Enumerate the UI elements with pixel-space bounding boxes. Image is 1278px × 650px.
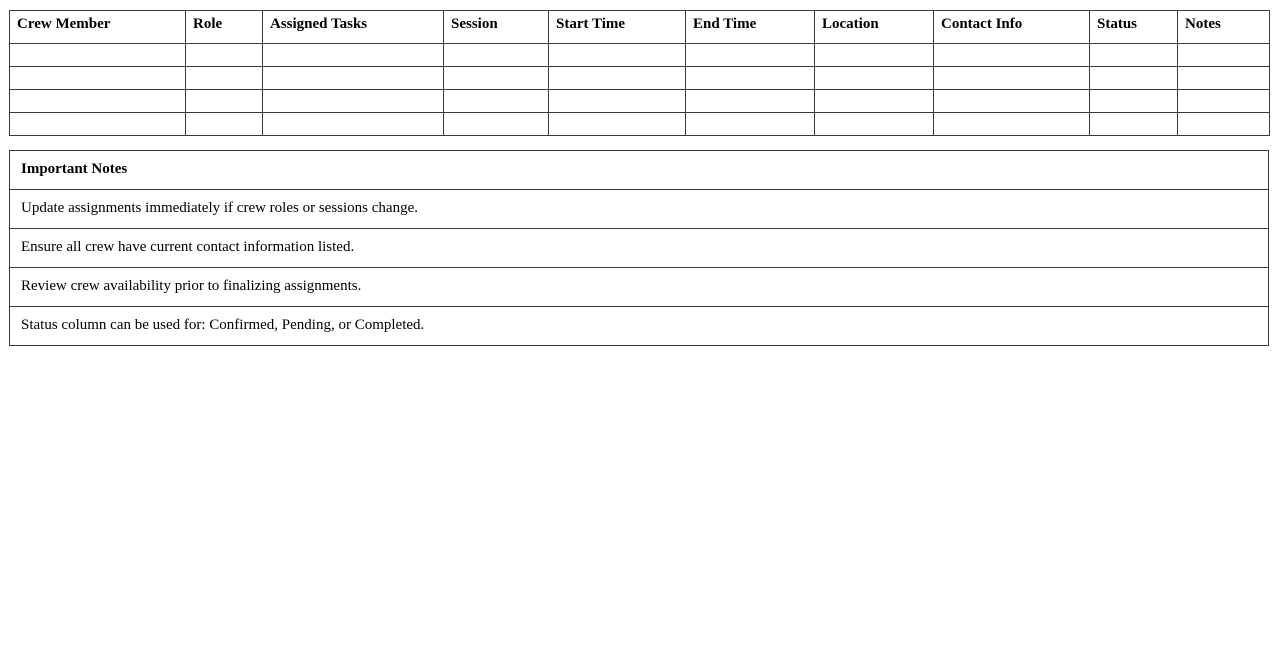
table-row[interactable] — [10, 67, 1270, 90]
cell-end-time[interactable] — [686, 113, 815, 136]
table-header-row — [10, 11, 1270, 44]
cell-crew-member[interactable] — [10, 90, 186, 113]
cell-session[interactable] — [444, 113, 549, 136]
cell-contact-info[interactable] — [934, 67, 1090, 90]
column-header-notes: Notes — [1178, 11, 1270, 44]
cell-contact-info[interactable] — [934, 113, 1090, 136]
cell-role[interactable] — [186, 90, 263, 113]
cell-status[interactable] — [1090, 44, 1178, 67]
notes-row — [10, 229, 1269, 268]
column-header-location: Location — [815, 11, 934, 44]
cell-start-time[interactable] — [549, 113, 686, 136]
cell-start-time[interactable] — [549, 44, 686, 67]
cell-start-time[interactable] — [549, 67, 686, 90]
cell-assigned-tasks[interactable] — [263, 67, 444, 90]
notes-row — [10, 268, 1269, 307]
cell-contact-info[interactable] — [934, 44, 1090, 67]
cell-end-time[interactable] — [686, 44, 815, 67]
cell-notes[interactable] — [1178, 113, 1270, 136]
notes-header-label: Important Notes — [10, 151, 1269, 190]
important-notes-table — [9, 150, 1269, 346]
note-item: Ensure all crew have current contact information listed. — [10, 229, 1269, 268]
cell-location[interactable] — [815, 90, 934, 113]
cell-location[interactable] — [815, 44, 934, 67]
cell-notes[interactable] — [1178, 67, 1270, 90]
table-row[interactable] — [10, 90, 1270, 113]
column-header-role: Role — [186, 11, 263, 44]
cell-role[interactable] — [186, 44, 263, 67]
column-header-contact-info: Contact Info — [934, 11, 1090, 44]
cell-location[interactable] — [815, 67, 934, 90]
cell-assigned-tasks[interactable] — [263, 90, 444, 113]
cell-role[interactable] — [186, 113, 263, 136]
cell-assigned-tasks[interactable] — [263, 44, 444, 67]
cell-role[interactable] — [186, 67, 263, 90]
cell-session[interactable] — [444, 90, 549, 113]
cell-crew-member[interactable] — [10, 44, 186, 67]
notes-row — [10, 190, 1269, 229]
note-item: Update assignments immediately if crew roles or sessions change. — [10, 190, 1269, 229]
column-header-start-time: Start Time — [549, 11, 686, 44]
cell-contact-info[interactable] — [934, 90, 1090, 113]
cell-status[interactable] — [1090, 67, 1178, 90]
column-header-crew-member: Crew Member — [10, 11, 186, 44]
column-header-assigned-tasks: Assigned Tasks — [263, 11, 444, 44]
cell-start-time[interactable] — [549, 90, 686, 113]
column-header-end-time: End Time — [686, 11, 815, 44]
table-row[interactable] — [10, 113, 1270, 136]
cell-location[interactable] — [815, 113, 934, 136]
cell-status[interactable] — [1090, 113, 1178, 136]
cell-notes[interactable] — [1178, 90, 1270, 113]
table-row[interactable] — [10, 44, 1270, 67]
note-item: Review crew availability prior to finalizing assignments. — [10, 268, 1269, 307]
cell-notes[interactable] — [1178, 44, 1270, 67]
column-header-session: Session — [444, 11, 549, 44]
cell-crew-member[interactable] — [10, 113, 186, 136]
cell-crew-member[interactable] — [10, 67, 186, 90]
cell-assigned-tasks[interactable] — [263, 113, 444, 136]
crew-assignment-table — [9, 10, 1270, 136]
cell-end-time[interactable] — [686, 67, 815, 90]
notes-header-row — [10, 151, 1269, 190]
note-item: Status column can be used for: Confirmed, Pending, or Completed. — [10, 307, 1269, 346]
table-spacer — [9, 136, 1269, 150]
cell-session[interactable] — [444, 67, 549, 90]
cell-session[interactable] — [444, 44, 549, 67]
notes-row — [10, 307, 1269, 346]
column-header-status: Status — [1090, 11, 1178, 44]
cell-status[interactable] — [1090, 90, 1178, 113]
cell-end-time[interactable] — [686, 90, 815, 113]
